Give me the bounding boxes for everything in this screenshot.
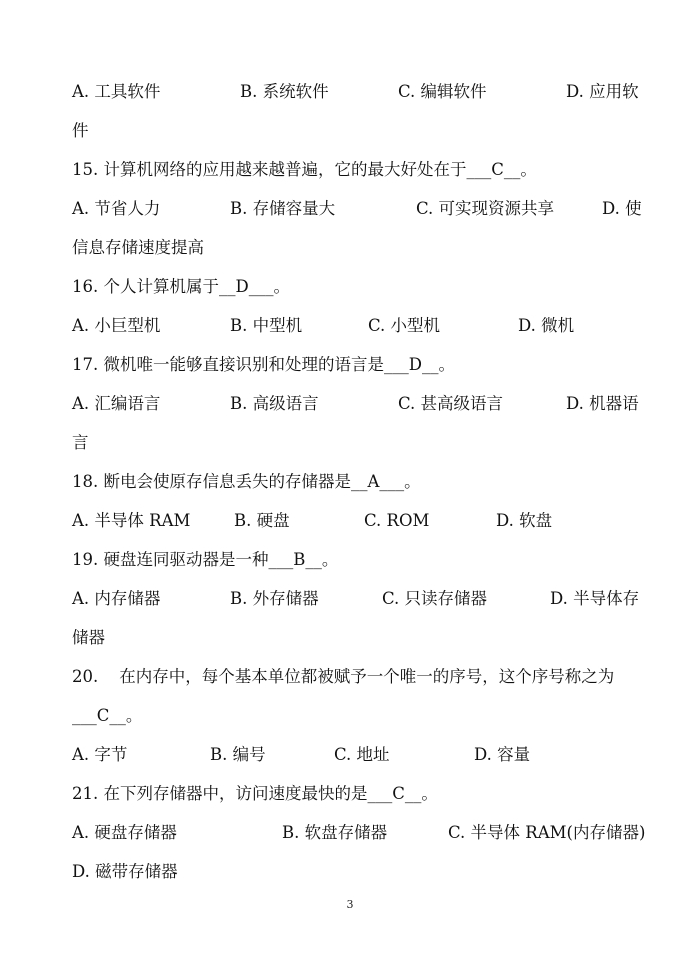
- question-15: 15. 计算机网络的应用越来越普遍，它的最大好处在于___C__。: [72, 160, 537, 179]
- option-d: D. 应用软: [566, 82, 639, 101]
- option-d-continuation: 信息存储速度提高: [72, 238, 204, 257]
- question-18: 18. 断电会使原存信息丢失的存储器是__A___。: [72, 472, 421, 491]
- option-a: A. 汇编语言: [72, 394, 161, 413]
- option-b: B. 编号: [210, 745, 266, 764]
- option-a: A. 内存储器: [72, 589, 161, 608]
- question-20: 20. 在内存中，每个基本单位都被赋予一个唯一的序号，这个序号称之为: [72, 667, 615, 686]
- option-c: C. 地址: [334, 745, 390, 764]
- option-d: D. 半导体存: [550, 589, 640, 608]
- option-d: D. 软盘: [496, 511, 553, 530]
- option-c: C. 甚高级语言: [398, 394, 504, 413]
- question-19: 19. 硬盘连同驱动器是一种___B__。: [72, 550, 339, 569]
- option-a: A. 工具软件: [72, 82, 161, 101]
- option-d: D. 使: [602, 199, 642, 218]
- option-a: A. 字节: [72, 745, 128, 764]
- question-21: 21. 在下列存储器中，访问速度最快的是___C__。: [72, 784, 438, 803]
- option-b: B. 高级语言: [230, 394, 319, 413]
- option-d: D. 机器语: [566, 394, 639, 413]
- question-21-option-d: D. 磁带存储器: [72, 862, 178, 881]
- question-20-options: [72, 740, 648, 770]
- question-17-options: [72, 389, 648, 419]
- question-18-options: [72, 506, 648, 536]
- question-21-options: [72, 818, 648, 848]
- option-a: A. 半导体 RAM: [72, 511, 191, 530]
- option-b: B. 外存储器: [230, 589, 319, 608]
- question-19-options: [72, 584, 648, 614]
- option-d-continuation: 言: [72, 433, 89, 452]
- option-a: A. 硬盘存储器: [72, 823, 177, 842]
- option-d-continuation: 件: [72, 121, 89, 140]
- option-b: B. 硬盘: [234, 511, 290, 530]
- option-d-continuation: 储器: [72, 628, 105, 647]
- option-a: A. 小巨型机: [72, 316, 161, 335]
- option-b: B. 存储容量大: [230, 199, 336, 218]
- option-c: C. ROM: [364, 511, 430, 530]
- question-20-answer: ___C__。: [72, 706, 143, 725]
- option-b: B. 中型机: [230, 316, 303, 335]
- question-15-options: [72, 194, 648, 224]
- option-d: D. 容量: [474, 745, 531, 764]
- option-b: B. 系统软件: [240, 82, 329, 101]
- option-c: C. 编辑软件: [398, 82, 487, 101]
- question-14-options: [72, 77, 648, 107]
- option-c: C. 半导体 RAM(内存储器): [448, 823, 646, 842]
- option-a: A. 节省人力: [72, 199, 161, 218]
- question-16: 16. 个人计算机属于__D___。: [72, 277, 290, 296]
- option-b: B. 软盘存储器: [282, 823, 388, 842]
- option-c: C. 只读存储器: [382, 589, 488, 608]
- page-number: 3: [346, 898, 354, 911]
- question-17: 17. 微机唯一能够直接识别和处理的语言是___D__。: [72, 355, 455, 374]
- option-c: C. 可实现资源共享: [416, 199, 555, 218]
- option-d: D. 微机: [518, 316, 575, 335]
- question-16-options: [72, 311, 648, 341]
- option-c: C. 小型机: [368, 316, 441, 335]
